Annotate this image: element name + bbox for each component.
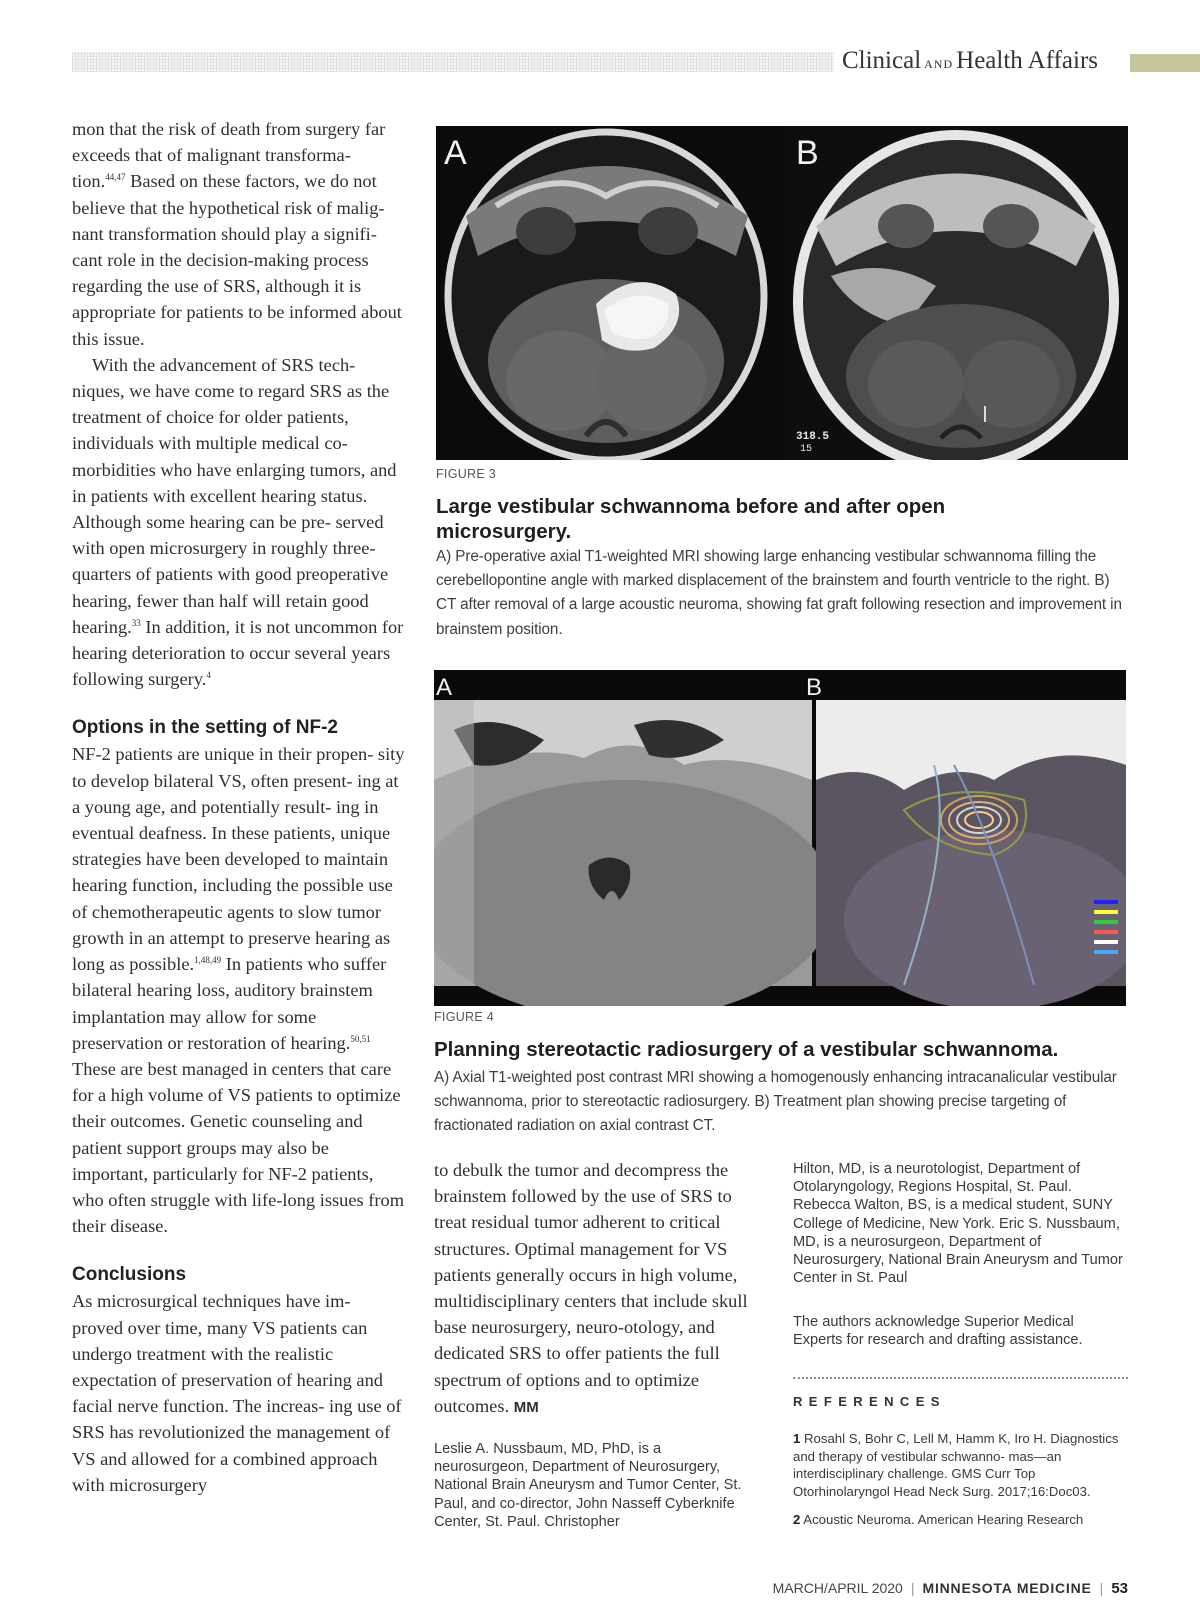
figure-3-caption: A) Pre-operative axial T1-weighted MRI showing large enhancing vestibular schwannoma filling the cerebellopontine angle with marked displacement of the brainstem and fourth ventricle to the right. B) CT after removal of a large acoustic neuroma, showing fat graft following resection and improvement in brainstem position. xyxy=(436,548,1122,638)
scan-annotation-1: 318.5 xyxy=(796,431,830,443)
reference-item: 1 Rosahl S, Bohr C, Lell M, Hamm K, Iro H. Diagnostics and therapy of vestibular schwanno- mas—an interdisciplinary challenge. GMS Curr Top Otorhinolaryngol Head Neck Surg. 2017;16:Doc03. xyxy=(793,1431,1119,1499)
paragraph: With the advancement of SRS tech- niques, we have come to regard SRS as the treatment of choice for older patients, individuals with multiple medical co- morbidities who have enlarging tumors, and in patients with excellent hearing status. Although some hearing can be pre- served with open microsurgery in roughly three-quarters of patients with good preoperative hearing, fewer than half will retain good hearing.$^{33}$ In addition, it is not uncommon for hearing deterioration to occur several years following surgery.$^4$ xyxy=(72,354,404,690)
section-word-health-affairs: Health Affairs xyxy=(956,47,1098,74)
header-accent-tab xyxy=(1130,54,1200,72)
figure-3-title: Large vestibular schwannoma before and after open microsurgery. xyxy=(436,495,946,543)
figure-3-letter-a: A xyxy=(444,134,467,172)
section-word-and: AND xyxy=(924,57,954,71)
references-list xyxy=(793,1430,1123,1540)
citation: 44,47 xyxy=(105,172,126,183)
figure-4-title: Planning stereotactic radiosurgery of a vestibular schwannoma. xyxy=(434,1038,1059,1061)
end-mark: MM xyxy=(513,1398,539,1416)
figure-4-caption: A) Axial T1-weighted post contrast MRI showing a homogenously enhancing intracanalicular vestibular schwannoma, prior to stereotactic radiosurgery. B) Treatment plan showing precise targeting of fractionated radiation on axial contrast CT. xyxy=(434,1069,1117,1135)
section-title xyxy=(834,46,1098,76)
page-footer: MARCH/APRIL 2020 | MINNESOTA MEDICINE | 53 xyxy=(772,1580,1128,1597)
paragraph: As microsurgical techniques have im- proved over time, many VS patients can undergo treatment with the realistic expectation of preservation of hearing and facial nerve function. The increas- ing use of SRS has revolutionized the management of VS and allowed for a combined approach with microsurgery xyxy=(72,1291,402,1495)
citation: 1,48,49 xyxy=(194,955,222,966)
figure-4-letter-a: A xyxy=(436,674,453,701)
figure-3-label: FIGURE 3 xyxy=(436,467,497,481)
paragraph: mon that the risk of death from surgery far exceeds that of malignant transforma- tion.$^{44,47}$ Based on these factors, we do not believe that the hypothetical risk of malig- nant transformation should play a signifi- cant role in the decision-making process regarding the use of SRS, although it is appropriate for patients to be informed about this issue. xyxy=(72,119,402,349)
footer-issue: MARCH/APRIL 2020 xyxy=(772,1580,903,1596)
figure-4-label: FIGURE 4 xyxy=(434,1010,495,1024)
references-divider xyxy=(793,1377,1128,1379)
footer-magazine: MINNESOTA MEDICINE xyxy=(922,1580,1092,1596)
subheading-nf2: Options in the setting of NF-2 xyxy=(72,717,338,739)
figure-4-letter-b: B xyxy=(806,674,823,701)
figure-3-panel-b-ct xyxy=(784,126,1128,460)
figure-4-panel-a-mri xyxy=(434,700,834,1006)
references-heading: REFERENCES xyxy=(793,1394,946,1409)
author-bio-continued: Hilton, MD, is a neurotologist, Department of Otolaryngology, Regions Hospital, St. Paul. Rebecca Walton, BS, is a medical student, SUNY College of Medicine, New York. Eric S. Nussbaum, MD, is a neurosurgeon, Department of Neurosurgery, National Brain Aneurysm and Tumor Center in St. Paul xyxy=(793,1161,1123,1287)
acknowledgement: The authors acknowledge Superior Medical Experts for research and drafting assistance. xyxy=(793,1314,1083,1349)
figure-3-image xyxy=(436,126,1128,460)
figure-4-image xyxy=(434,670,1126,1006)
subheading-conclusions: Conclusions xyxy=(72,1264,187,1286)
header-pattern-bar xyxy=(72,52,880,72)
figure-3-panel-a-mri xyxy=(448,132,764,460)
page-number: 53 xyxy=(1111,1580,1128,1597)
middle-column xyxy=(434,1157,764,1421)
left-column xyxy=(72,116,406,1498)
reference-item: 2 Acoustic Neuroma. American Hearing Research xyxy=(793,1512,1084,1528)
citation: 4 xyxy=(206,670,211,681)
citation: 33 xyxy=(131,617,141,628)
paragraph: NF-2 patients are unique in their propen- sity to develop bilateral VS, often present- ing at a young age, and potentially result- ing in eventual deafness. In these patients, unique strategies have been developed to maintain hearing function, including the possible use of chemotherapeutic agents to slow tumor growth in an attempt to preserve hearing as long as possible.$^{1,48,49}$ In patients who suffer bilateral hearing loss, auditory brainstem implantation may allow for some preservation or restoration of hearing.$^{50,51}$ These are best managed in centers that care for a high volume of VS patients to optimize their outcomes. Genetic counseling and patient support groups may also be important, particularly for NF-2 patients, who often struggle with life-long issues from their disease. xyxy=(72,744,405,1237)
section-word-clinical: Clinical xyxy=(841,47,922,74)
scan-annotation-2: 15 xyxy=(800,444,813,455)
author-bio: Leslie A. Nussbaum, MD, PhD, is a neurosurgeon, Department of Neurosurgery, National Brain Aneurysm and Tumor Center, St. Paul, and co-director, John Nasseff Cyberknife Center, St. Paul. Christopher xyxy=(434,1441,742,1530)
figure-4-panel-b-plan xyxy=(816,700,1126,1006)
figure-3-letter-b: B xyxy=(796,134,819,172)
citation: 50,51 xyxy=(350,1033,371,1044)
paragraph: to debulk the tumor and decompress the brainstem followed by the use of SRS to treat residual tumor adherent to critical structures. Optimal management for VS patients generally occurs in high volume, multidisciplinary centers that include skull base neurosurgery, neuro-otology, and dedicated SRS to offer patients the full spectrum of options and to optimize outcomes. MM xyxy=(434,1160,748,1416)
